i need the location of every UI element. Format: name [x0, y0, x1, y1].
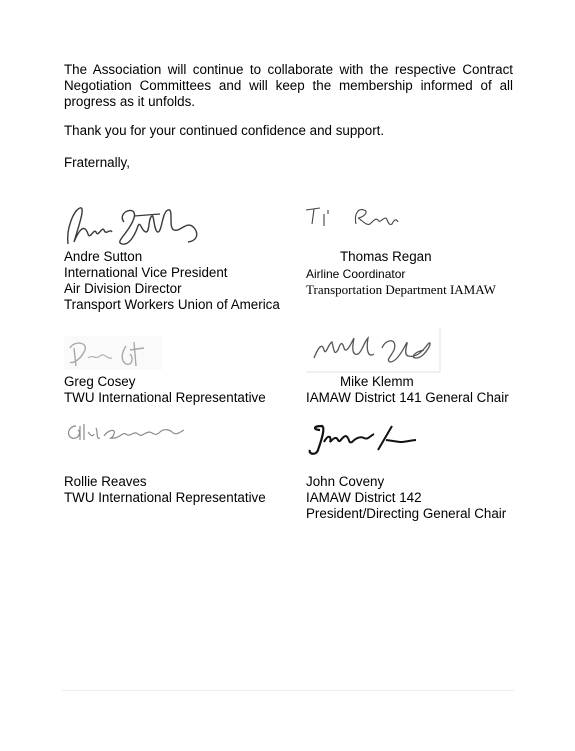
signatory-title: International Vice President — [64, 265, 228, 280]
greg-cosey-signature — [64, 336, 164, 372]
mike-klemm-signature — [306, 328, 444, 374]
signatory-title: TWU International Representative — [64, 490, 266, 505]
signatory-name-andre-sutton: Andre Sutton — [64, 249, 143, 264]
john-coveny-signature — [306, 420, 418, 460]
signatory-name-mike-klemm: Mike Klemm — [340, 374, 414, 389]
signatory-name-thomas-regan: Thomas Regan — [340, 249, 432, 264]
signatory-name-greg-cosey: Greg Cosey — [64, 374, 136, 389]
body-paragraph: The Association will continue to collaborate with the respective Contract Negotiation Committees and will keep the membership informed of all progress as it unfolds. — [64, 62, 513, 109]
signatory-title: IAMAW District 141 General Chair — [306, 390, 509, 405]
signatory-title: Transport Workers Union of America — [64, 297, 280, 312]
footer-divider — [62, 690, 514, 691]
thanks-paragraph: Thank you for your continued confidence and support. — [64, 123, 385, 138]
signatory-title: Transportation Department IAMAW — [306, 282, 496, 297]
rollie-reaves-signature — [64, 418, 188, 448]
signatory-title: Airline Coordinator — [306, 267, 406, 281]
signatory-name-john-coveny: John Coveny — [306, 474, 385, 489]
signatory-title: IAMAW District 142 — [306, 490, 422, 505]
signatory-title: President/Directing General Chair — [306, 506, 507, 521]
signatory-name-rollie-reaves: Rollie Reaves — [64, 474, 147, 489]
thomas-regan-signature — [304, 204, 404, 230]
signatory-title: Air Division Director — [64, 281, 182, 296]
signatory-title: TWU International Representative — [64, 390, 266, 405]
andre-sutton-signature — [64, 198, 204, 250]
closing-line: Fraternally, — [64, 155, 130, 170]
